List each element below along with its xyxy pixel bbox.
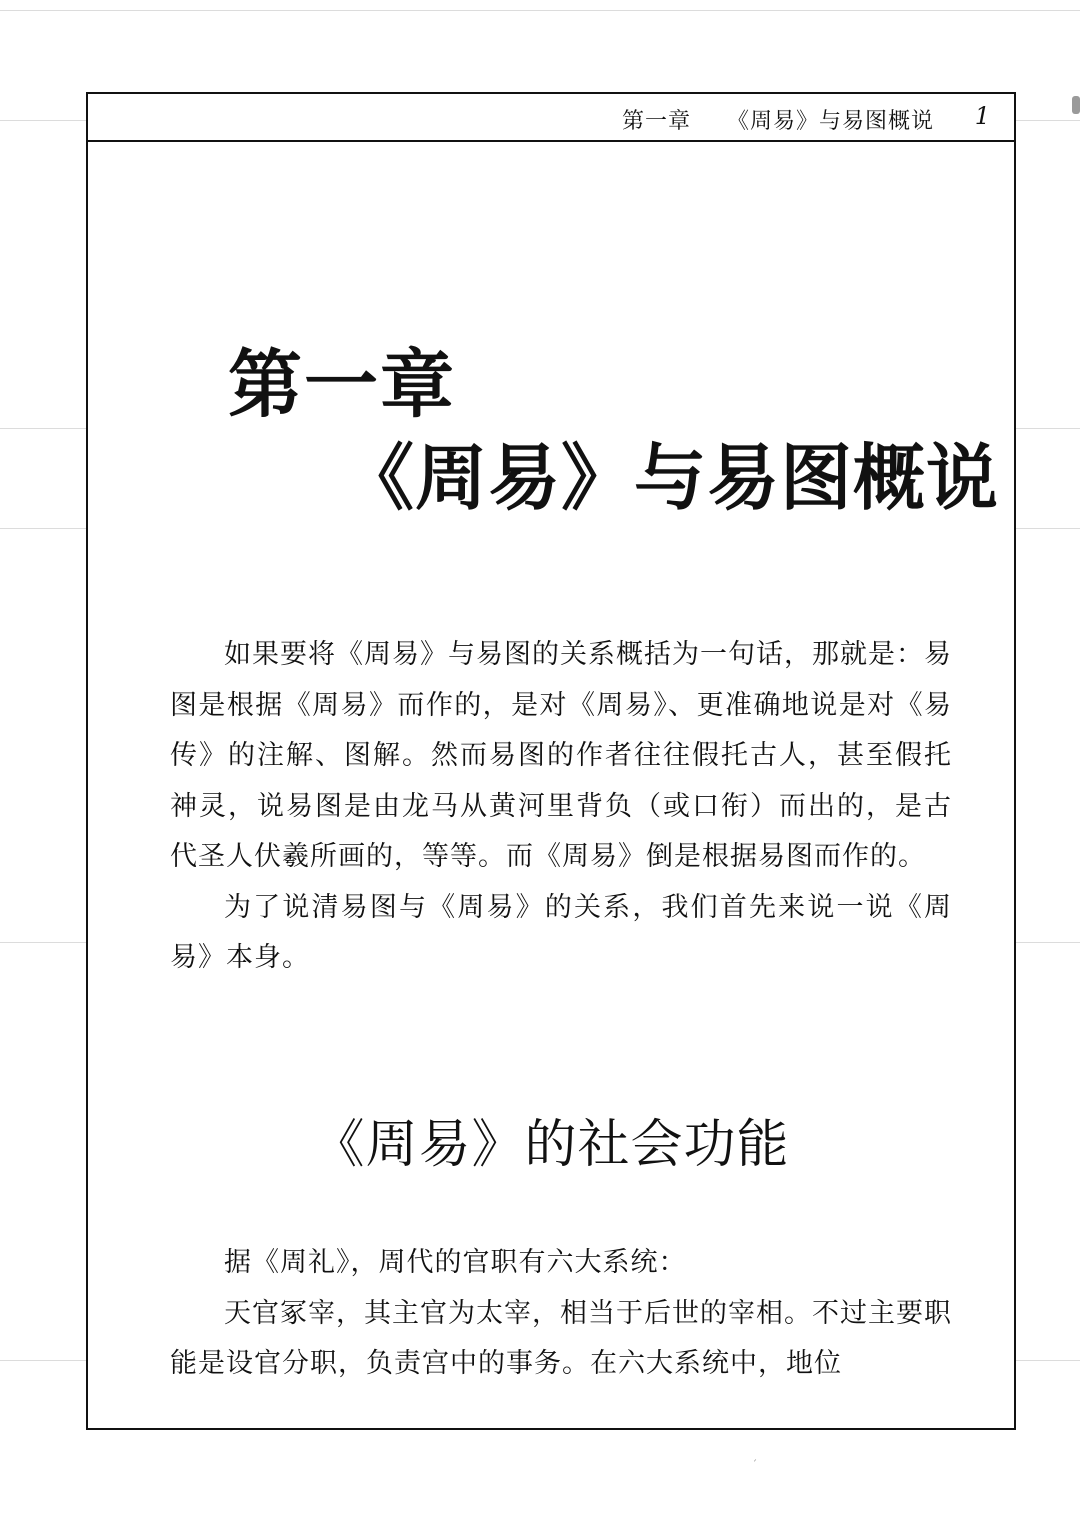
paragraph: 为了说清易图与《周易》的关系，我们首先来说一说《周易》本身。 <box>170 891 952 973</box>
scrollbar-thumb[interactable] <box>1072 96 1080 114</box>
chapter-title: 《周易》与易图概说 <box>342 436 1000 520</box>
paragraph: 如果要将《周易》与易图的关系概括为一句话，那就是：易图是根据《周易》而作的，是对《周易》、更准确地说是对《易传》的注解、图解。然而易图的作者往往假托古人，甚至假托神灵，说易图是由龙马从黄河里背负（或口衔）而出的，是古代圣人伏羲所画的，等等。而《周易》倒是根据易图而作的。 <box>170 639 952 872</box>
paragraph: 天官冢宰，其主官为太宰，相当于后世的宰相。不过主要职能是设官分职，负责宫中的事务。在六大系统中，地位 <box>170 1297 952 1379</box>
chapter-label: 第一章 <box>228 342 456 428</box>
page-number: 1 <box>974 102 990 130</box>
scan-artifact: ˊ <box>752 1460 757 1471</box>
running-header-text <box>622 104 934 135</box>
header-title: 《周易》与易图概说 <box>726 109 934 134</box>
paragraph: 据《周礼》，周代的官职有六大系统： <box>224 1247 687 1278</box>
section-text <box>170 1238 952 1390</box>
intro-text <box>170 630 952 984</box>
running-header <box>88 94 1014 142</box>
scanned-page <box>86 92 1016 1430</box>
background-rule <box>0 10 1080 11</box>
header-chapter: 第一章 <box>621 109 691 134</box>
section-title: 《周易》的社会功能 <box>312 1115 790 1175</box>
